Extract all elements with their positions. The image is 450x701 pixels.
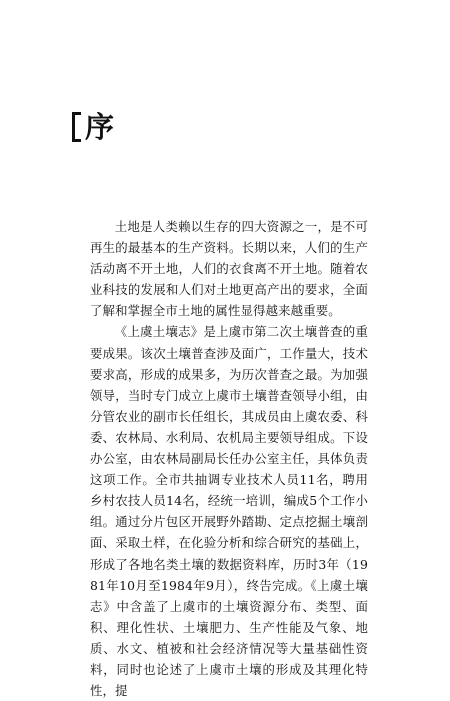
preface-body <box>90 216 368 701</box>
paragraph-1: 土地是人类赖以生存的四大资源之一，是不可再生的最基本的生产资料。长期以来，人们的生产活动离不开土地，人们的衣食离不开土地。随着农业科技的发展和人们对土地更高产出的要求，全面了解和掌握全市土地的属性显得越来越重要。 <box>90 219 368 319</box>
preface-title: 序 <box>85 110 116 144</box>
paragraph-2: 《上虞土壤志》是上虞市第二次土壤普查的重要成果。该次土壤普查涉及面广，工作量大，技术要求高，形成的成果多，为历次普查之最。为加强领导，当时专门成立上虞市土壤普查领导小组，由分管农业的副市长任组长，其成员由上虞农委、科委、农林局、水利局、农机局主要领导组成。下设办公室，由农林局副局长任办公室主任，具体负责这项工作。全市共抽调专业技术人员11名，聘用乡村农技人员14名，经统一培训，编成5个工作小组。通过分片包区开展野外踏勘、定点挖掘土壤剖面、采取土样，在化验分析和综合研究的基础上，形成了各地名类土壤的数据资料库，历时3年（1981年10月至1984年9月），终告完成。《上虞土壤志》中含盖了上虞市的土壤资源分布、类型、面积、理化性状、土壤肥力、生产性能及气象、地质、水文、植被和社会经济情况等大量基础性资料，同时也论述了上虞市土壤的形成及其理化特性，提 <box>90 324 368 699</box>
heading-bracket-mark <box>72 112 81 142</box>
preface-heading <box>72 110 115 144</box>
